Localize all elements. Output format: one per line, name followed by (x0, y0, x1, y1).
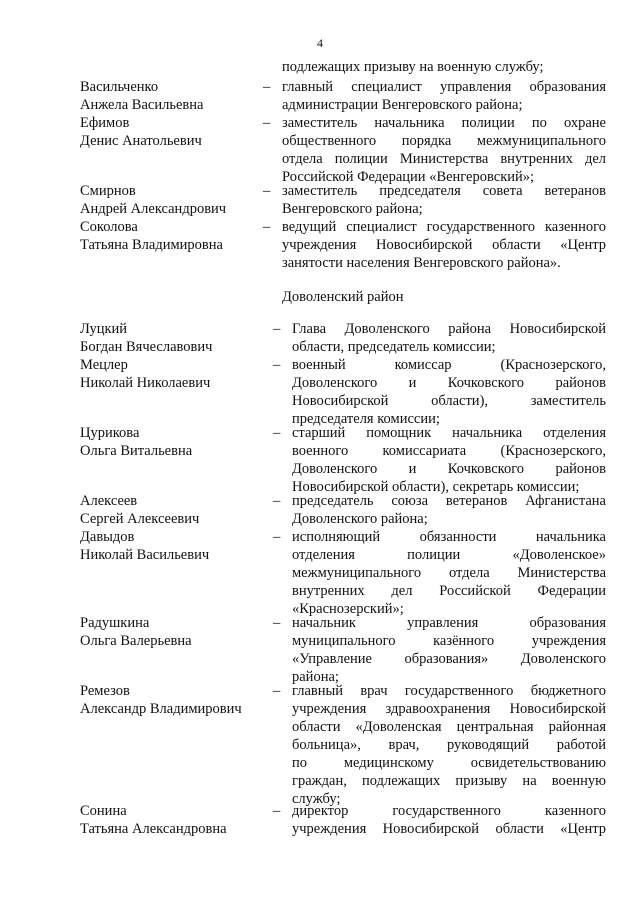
member-role-line: «Управление образования» Доволенского (292, 651, 606, 667)
dash-separator: – (273, 615, 281, 631)
member-role-line: района; (292, 669, 339, 685)
member-role-line: военный комиссар (Краснозерского, (292, 357, 606, 373)
member-role-line: исполняющий обязанности начальника (292, 529, 606, 545)
dash-separator: – (273, 683, 281, 699)
member-role-line: учреждения Новосибирской области «Центр (292, 821, 606, 837)
member-role-line: отделения полиции «Доволенское» (292, 547, 606, 563)
member-role-line: отдела полиции Министерства внутренних дел (282, 151, 606, 167)
member-role-line: Венгеровского района; (282, 201, 423, 217)
member-role-line: «Краснозерский»; (292, 601, 404, 617)
dash-separator: – (273, 357, 281, 373)
member-name-line: Васильченко (80, 79, 159, 95)
member-name-line: Анжела Васильевна (80, 97, 204, 113)
dash-separator: – (273, 803, 281, 819)
dash-separator: – (263, 219, 271, 235)
member-role-line: муниципального казённого учреждения (292, 633, 606, 649)
member-role-line: учреждения Новосибирской области «Центр (282, 237, 606, 253)
member-role-line: Доволенского и Кочковского районов (292, 375, 606, 391)
member-role-line: заместитель начальника полиции по охране (282, 115, 606, 131)
member-role-line: администрации Венгеровского района; (282, 97, 523, 113)
member-name-line: Николай Николаевич (80, 375, 211, 391)
page-number: 4 (317, 36, 323, 50)
member-role-line: заместитель председателя совета ветеранов (282, 183, 606, 199)
member-name-line: Соколова (80, 219, 138, 235)
member-name-line: Татьяна Александровна (80, 821, 227, 837)
member-role-line: Доволенского и Кочковского районов (292, 461, 606, 477)
dash-separator: – (263, 79, 271, 95)
member-name-line: Александр Владимирович (80, 701, 242, 717)
member-role-line: Глава Доволенского района Новосибирской (292, 321, 606, 337)
member-role-line: занятости населения Венгеровского района». (282, 255, 561, 271)
member-name-line: Денис Анатольевич (80, 133, 202, 149)
member-role-line: военного комиссариата (Краснозерского, (292, 443, 606, 459)
member-role-line: службу; (292, 791, 341, 807)
member-name-line: Андрей Александрович (80, 201, 227, 217)
member-name-line: Мецлер (80, 357, 128, 373)
dash-separator: – (263, 183, 271, 199)
member-name-line: Татьяна Владимировна (80, 237, 223, 253)
member-role-line: общественного порядка межмуниципального (282, 133, 606, 149)
member-role-line: Российской Федерации «Венгеровский»; (282, 169, 535, 185)
member-role-line: Новосибирской области), заместитель (292, 393, 606, 409)
member-role-line: учреждения здравоохранения Новосибирской (292, 701, 606, 717)
member-name-line: Смирнов (80, 183, 136, 199)
member-name-line: Луцкий (80, 321, 128, 337)
member-role-line: главный врач государственного бюджетного (292, 683, 606, 699)
member-role-line: начальник управления образования (292, 615, 606, 631)
member-name-line: Богдан Вячеславович (80, 339, 213, 355)
member-name-line: Николай Васильевич (80, 547, 210, 563)
member-name-line: Алексеев (80, 493, 138, 509)
member-name-line: Цурикова (80, 425, 140, 441)
dash-separator: – (273, 493, 281, 509)
dash-separator: – (273, 425, 281, 441)
member-role-line: старший помощник начальника отделения (292, 425, 606, 441)
member-name-line: Ольга Валерьевна (80, 633, 192, 649)
member-role-line: больница», врач, руководящий работой (292, 737, 606, 753)
member-role-line: области «Доволенская центральная районная (292, 719, 606, 735)
member-role-line: области, председатель комиссии; (292, 339, 496, 355)
continuation-line: подлежащих призыву на военную службу; (282, 59, 544, 75)
member-name-line: Сонина (80, 803, 127, 819)
member-role-line: главный специалист управления образования (282, 79, 606, 95)
member-name-line: Ольга Витальевна (80, 443, 193, 459)
member-role-line: по медицинскому освидетельствованию (292, 755, 606, 771)
member-name-line: Ефимов (80, 115, 130, 131)
section-heading: Доволенский район (282, 289, 404, 305)
member-role-line: внутренних дел Российской Федерации (292, 583, 606, 599)
member-role-line: председателя комиссии; (292, 411, 440, 427)
member-name-line: Давыдов (80, 529, 135, 545)
member-role-line: Доволенского района; (292, 511, 428, 527)
dash-separator: – (273, 321, 281, 337)
member-role-line: председатель союза ветеранов Афганистана (292, 493, 606, 509)
member-role-line: Новосибирской области), секретарь комиссии; (292, 479, 580, 495)
member-role-line: граждан, подлежащих призыву на военную (292, 773, 606, 789)
member-name-line: Сергей Алексеевич (80, 511, 200, 527)
dash-separator: – (263, 115, 271, 131)
member-role-line: ведущий специалист государственного казенного (282, 219, 606, 235)
member-role-line: межмуниципального отдела Министерства (292, 565, 606, 581)
dash-separator: – (273, 529, 281, 545)
member-role-line: директор государственного казенного (292, 803, 606, 819)
member-name-line: Ремезов (80, 683, 130, 699)
member-name-line: Радушкина (80, 615, 150, 631)
